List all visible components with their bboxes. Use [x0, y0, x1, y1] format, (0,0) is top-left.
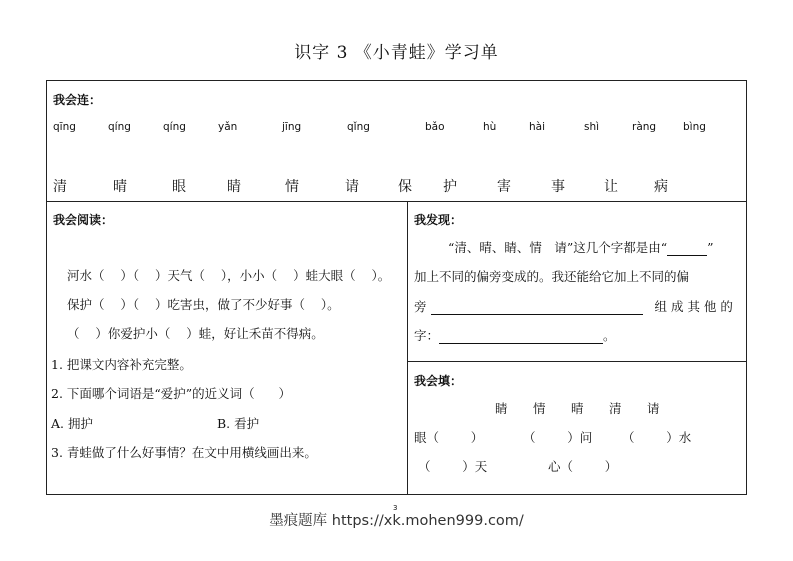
- fill-option: 清: [609, 401, 622, 416]
- pinyin-item: jīng: [282, 121, 302, 133]
- footer-watermark: 墨痕题库 https://xk.mohen999.com/: [269, 513, 524, 529]
- discover-heading: 我发现：: [414, 213, 463, 227]
- answer-blank[interactable]: [439, 330, 603, 344]
- character-item: 眼: [172, 179, 186, 195]
- pinyin-item: bìng: [683, 121, 706, 133]
- pinyin-item: ràng: [632, 121, 657, 133]
- fill-blank-item[interactable]: 眼（ ）: [414, 430, 484, 445]
- question-3: 3. 青蛙做了什么好事情？在文中用横线画出来。: [51, 445, 317, 460]
- character-item: 晴: [113, 179, 127, 195]
- fill-option: 睛: [495, 401, 508, 416]
- pinyin-item: hù: [483, 121, 497, 133]
- character-item: 护: [443, 179, 457, 195]
- passage-line: 河水（ ）（ ）天气（ ），小小（ ）蛙大眼（ ）。: [67, 268, 391, 283]
- page-number: 3: [393, 504, 398, 512]
- passage-line: 保护（ ）（ ）吃害虫，做了不少好事（ ）。: [67, 297, 340, 312]
- fill-blank-item[interactable]: （ ）天: [418, 459, 488, 474]
- pinyin-item: bǎo: [425, 121, 445, 133]
- fill-heading: 我会填：: [414, 374, 463, 388]
- fill-blank-item[interactable]: （ ）水: [622, 430, 692, 445]
- passage-line: （ ）你爱护小（ ）蛙，好让禾苗不得病。: [67, 326, 324, 341]
- character-item: 睛: [227, 179, 241, 195]
- character-item: 情: [285, 179, 299, 195]
- character-item: 清: [53, 179, 67, 195]
- pinyin-item: qīng: [53, 121, 76, 133]
- option-b: B. 看护: [217, 416, 260, 431]
- option-a: A. 拥护: [51, 416, 93, 431]
- question-2: 2. 下面哪个词语是“爱护”的近义词（ ）: [51, 386, 292, 401]
- character-item: 请: [345, 179, 359, 195]
- character-item: 保: [398, 179, 412, 195]
- fill-option: 晴: [571, 401, 584, 416]
- answer-blank[interactable]: [431, 301, 643, 315]
- fill-option: 请: [647, 401, 660, 416]
- discover-text: 。: [603, 328, 616, 343]
- pinyin-item: qíng: [108, 121, 131, 133]
- page-title: 识字 3 《小青蛙》学习单: [294, 43, 499, 63]
- discover-section: [408, 202, 746, 362]
- connect-section: [47, 81, 746, 202]
- discover-text: 组 成 其 他 的: [654, 299, 733, 314]
- question-1: 1. 把课文内容补充完整。: [51, 357, 192, 372]
- character-item: 病: [654, 179, 668, 195]
- pinyin-item: yǎn: [218, 121, 238, 133]
- pinyin-item: shì: [584, 121, 600, 133]
- fill-option: 情: [533, 401, 546, 416]
- discover-line-4: [414, 326, 616, 344]
- discover-line-3: [414, 297, 733, 315]
- fill-blank-item[interactable]: （ ）问: [523, 430, 593, 445]
- worksheet-table: [46, 80, 747, 495]
- character-item: 让: [604, 179, 618, 195]
- fill-section: [408, 362, 746, 494]
- pinyin-item: hài: [529, 121, 546, 133]
- pinyin-item: qíng: [163, 121, 186, 133]
- discover-line-1: [448, 238, 714, 256]
- discover-text: 旁: [414, 299, 427, 314]
- fill-blank-item[interactable]: 心（ ）: [548, 459, 618, 474]
- reading-section: [47, 202, 408, 494]
- discover-text: “清、晴、睛、情 请”这几个字都是由“: [448, 240, 668, 255]
- pinyin-item: qǐng: [347, 121, 370, 133]
- discover-text: 字：: [414, 328, 440, 343]
- answer-blank[interactable]: [667, 242, 707, 256]
- discover-text: ”: [707, 240, 714, 255]
- character-item: 事: [551, 179, 565, 195]
- character-item: 害: [497, 179, 511, 195]
- connect-heading: 我会连：: [53, 93, 102, 107]
- discover-line-2: 加上不同的偏旁变成的。我还能给它加上不同的偏: [414, 269, 690, 284]
- reading-heading: 我会阅读：: [53, 213, 114, 227]
